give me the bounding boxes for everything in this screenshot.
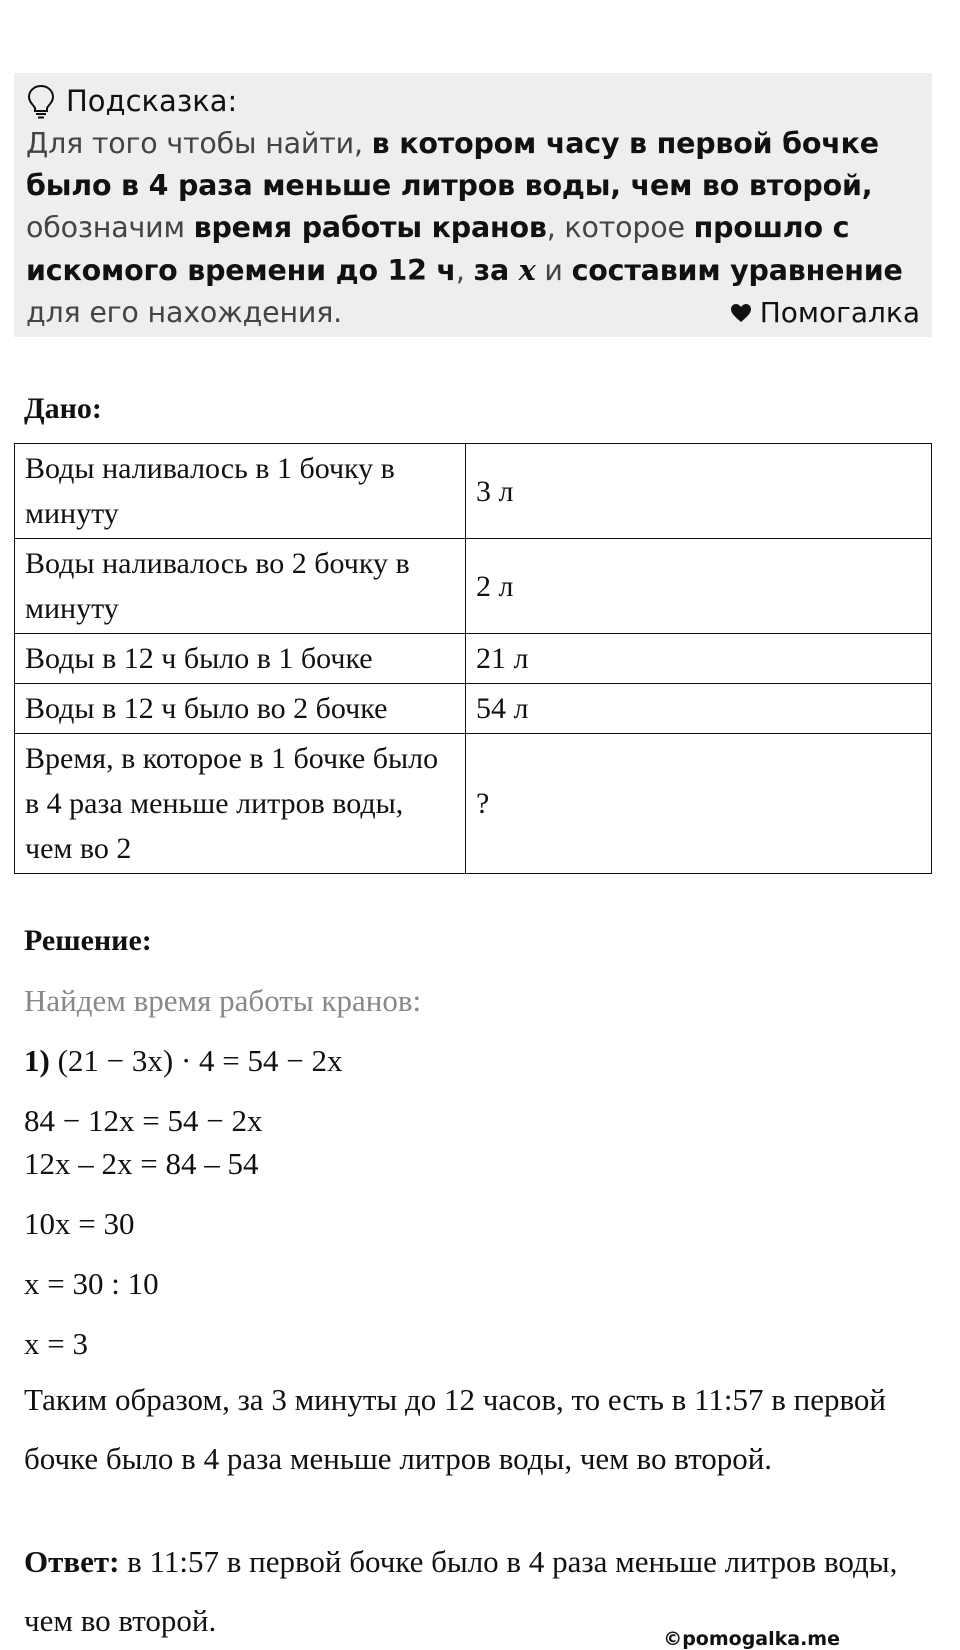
- table-row: [15, 444, 932, 539]
- site-credit: ©pomogalka.me: [663, 1628, 840, 1650]
- brand-signature: [730, 293, 920, 333]
- hint-header: [26, 81, 920, 121]
- solution-conclusion: Таким образом, за 3 минуты до 12 часов, то есть в 11:57 в первой бочке было в 4 раза меньше литров воды, чем во второй.: [24, 1382, 886, 1476]
- table-row: [15, 684, 932, 734]
- given-name: Воды в 12 ч было во 2 бочке: [15, 684, 466, 734]
- hint-title: Подсказка:: [66, 84, 238, 118]
- given-value: 54 л: [466, 684, 932, 734]
- brand-name: Помогалка: [759, 296, 920, 329]
- answer-text: в 11:57 в первой бочке было в 4 раза меньше литров воды, чем во второй.: [24, 1544, 898, 1638]
- equation: x = 30 : 10: [24, 1266, 159, 1301]
- step-label: 1): [24, 1043, 50, 1078]
- hint-text: Для того чтобы найти, в котором часу в первой бочке было в 4 раза меньше литров воды, чем во второй, обозначим время работы кранов, которое прошло с искомого времени до 12 ч, за x и составим уравнение для его нахождения.: [26, 127, 903, 329]
- given-table: [14, 443, 932, 874]
- table-row: [15, 539, 932, 634]
- given-value: ?: [466, 734, 932, 874]
- given-name: Время, в которое в 1 бочке было в 4 раза меньше литров воды, чем во 2: [15, 734, 466, 874]
- given-name: Воды наливалось во 2 бочку в минуту: [15, 539, 466, 634]
- given-value: 2 л: [466, 539, 932, 634]
- equation: 12x – 2x = 84 – 54: [24, 1146, 259, 1181]
- equation: (21 − 3x) · 4 = 54 − 2x: [57, 1043, 343, 1078]
- given-value: 3 л: [466, 444, 932, 539]
- given-name: Воды наливалось в 1 бочку в минуту: [15, 444, 466, 539]
- given-value: 21 л: [466, 634, 932, 684]
- table-row: [15, 634, 932, 684]
- answer-label: Ответ:: [24, 1544, 120, 1579]
- heart-icon: [730, 303, 752, 323]
- lightbulb-icon: [26, 84, 56, 120]
- table-row: [15, 734, 932, 874]
- equation: x = 3: [24, 1326, 88, 1361]
- solution-intro: Найдем время работы кранов:: [24, 983, 422, 1018]
- given-name: Воды в 12 ч было в 1 бочке: [15, 634, 466, 684]
- solution-label: Решение:: [24, 924, 152, 957]
- hint-box: [14, 73, 932, 337]
- equation: 10x = 30: [24, 1206, 135, 1241]
- given-label: Дано:: [24, 392, 102, 425]
- equation: 84 − 12x = 54 − 2x: [24, 1103, 263, 1138]
- equation-step-1: [24, 1043, 343, 1079]
